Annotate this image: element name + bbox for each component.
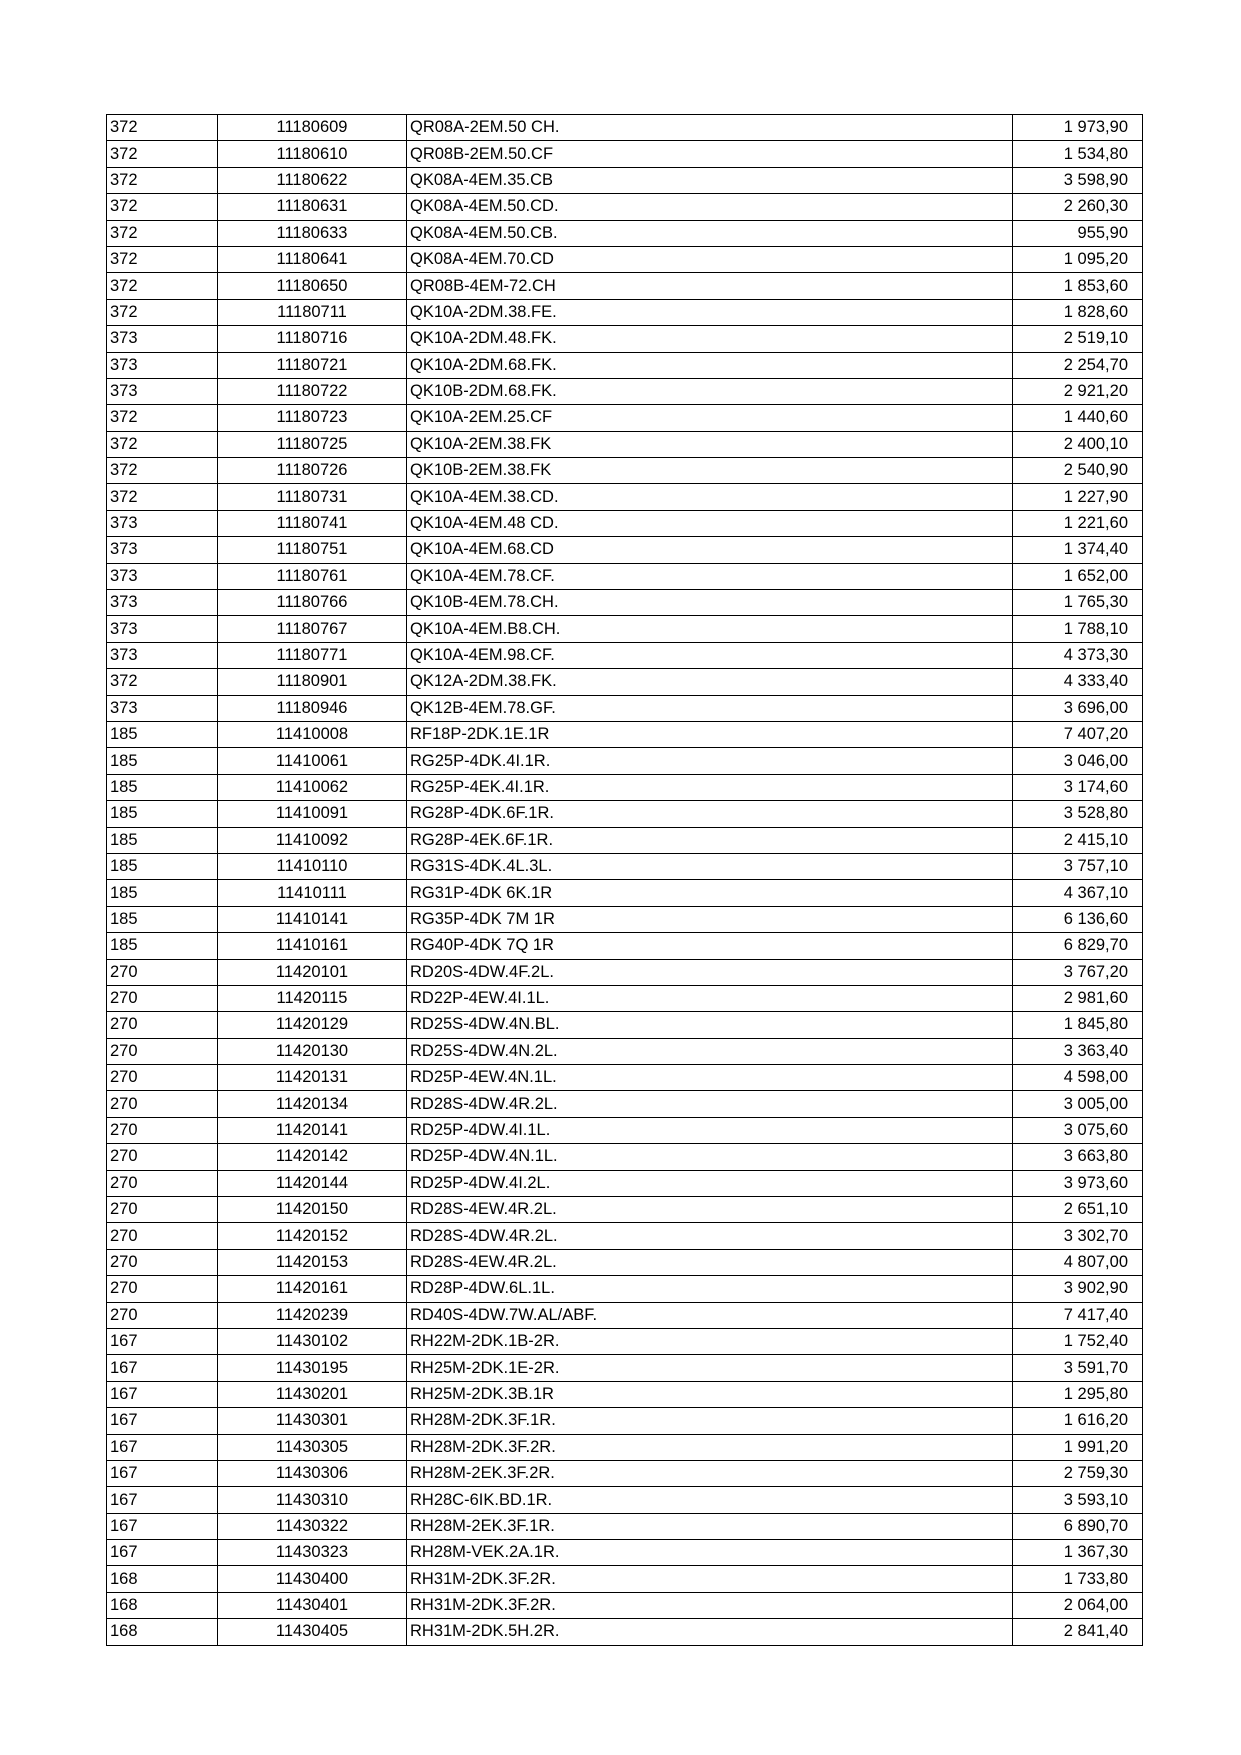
page-cell: 168 [107, 1619, 218, 1645]
article-code-cell: 11180722 [218, 378, 407, 404]
article-code-cell: 11430401 [218, 1592, 407, 1618]
page-cell: 373 [107, 326, 218, 352]
article-code-cell: 11180741 [218, 510, 407, 536]
table-row [107, 1170, 1143, 1196]
table-row [107, 1091, 1143, 1117]
article-code-cell: 11420131 [218, 1065, 407, 1091]
table-row [107, 1460, 1143, 1486]
description-cell: RH25M-2DK.1E-2R. [407, 1355, 1013, 1381]
article-code-cell: 11420101 [218, 959, 407, 985]
table-row [107, 141, 1143, 167]
description-cell: QK10A-2DM.68.FK. [407, 352, 1013, 378]
table-row [107, 880, 1143, 906]
table-row [107, 1540, 1143, 1566]
description-cell: QK10A-4EM.98.CF. [407, 642, 1013, 668]
article-code-cell: 11410008 [218, 721, 407, 747]
price-cell: 2 759,30 [1013, 1460, 1143, 1486]
price-cell: 3 767,20 [1013, 959, 1143, 985]
article-code-cell: 11180622 [218, 167, 407, 193]
price-cell: 1 752,40 [1013, 1328, 1143, 1354]
article-code-cell: 11180711 [218, 299, 407, 325]
table-row [107, 590, 1143, 616]
article-code-cell: 11410161 [218, 933, 407, 959]
price-table-body [107, 115, 1143, 1646]
page-cell: 373 [107, 642, 218, 668]
page-cell: 270 [107, 1223, 218, 1249]
description-cell: QK10A-4EM.78.CF. [407, 563, 1013, 589]
description-cell: RH28M-2EK.3F.2R. [407, 1460, 1013, 1486]
article-code-cell: 11420134 [218, 1091, 407, 1117]
description-cell: QK10A-4EM.48 CD. [407, 510, 1013, 536]
article-code-cell: 11430323 [218, 1540, 407, 1566]
price-cell: 1 652,00 [1013, 563, 1143, 589]
page-cell: 372 [107, 405, 218, 431]
page-cell: 372 [107, 167, 218, 193]
description-cell: RD28S-4EW.4R.2L. [407, 1197, 1013, 1223]
article-code-cell: 11430405 [218, 1619, 407, 1645]
table-row [107, 1355, 1143, 1381]
article-code-cell: 11180631 [218, 194, 407, 220]
table-row [107, 1249, 1143, 1275]
price-cell: 1 221,60 [1013, 510, 1143, 536]
description-cell: QR08A-2EM.50 CH. [407, 115, 1013, 141]
description-cell: QK10A-4EM.B8.CH. [407, 616, 1013, 642]
table-row [107, 484, 1143, 510]
page-cell: 167 [107, 1540, 218, 1566]
price-cell: 1 367,30 [1013, 1540, 1143, 1566]
table-row [107, 985, 1143, 1011]
table-row [107, 906, 1143, 932]
page-cell: 372 [107, 220, 218, 246]
page-cell: 372 [107, 669, 218, 695]
article-code-cell: 11430322 [218, 1513, 407, 1539]
description-cell: RD25P-4DW.4I.1L. [407, 1117, 1013, 1143]
page-cell: 270 [107, 1117, 218, 1143]
page-cell: 185 [107, 721, 218, 747]
price-cell: 4 367,10 [1013, 880, 1143, 906]
page-cell: 270 [107, 1276, 218, 1302]
description-cell: QK12A-2DM.38.FK. [407, 669, 1013, 695]
price-cell: 7 417,40 [1013, 1302, 1143, 1328]
table-row [107, 326, 1143, 352]
price-cell: 3 902,90 [1013, 1276, 1143, 1302]
price-cell: 3 591,70 [1013, 1355, 1143, 1381]
page-cell: 270 [107, 1091, 218, 1117]
description-cell: QK08A-4EM.70.CD [407, 246, 1013, 272]
description-cell: QK10B-4EM.78.CH. [407, 590, 1013, 616]
page-cell: 167 [107, 1460, 218, 1486]
description-cell: QK10A-4EM.38.CD. [407, 484, 1013, 510]
table-row [107, 378, 1143, 404]
price-cell: 6 890,70 [1013, 1513, 1143, 1539]
description-cell: RD25P-4DW.4I.2L. [407, 1170, 1013, 1196]
description-cell: QR08B-4EM-72.CH [407, 273, 1013, 299]
article-code-cell: 11180716 [218, 326, 407, 352]
page-cell: 270 [107, 1170, 218, 1196]
price-cell: 3 174,60 [1013, 774, 1143, 800]
article-code-cell: 11410141 [218, 906, 407, 932]
price-cell: 1 991,20 [1013, 1434, 1143, 1460]
description-cell: QK10A-2EM.38.FK [407, 431, 1013, 457]
price-cell: 1 788,10 [1013, 616, 1143, 642]
page-cell: 270 [107, 1197, 218, 1223]
table-row [107, 1276, 1143, 1302]
description-cell: RD25S-4DW.4N.2L. [407, 1038, 1013, 1064]
article-code-cell: 11420161 [218, 1276, 407, 1302]
table-row [107, 510, 1143, 536]
table-row [107, 1381, 1143, 1407]
price-cell: 3 046,00 [1013, 748, 1143, 774]
page-cell: 168 [107, 1592, 218, 1618]
description-cell: QK12B-4EM.78.GF. [407, 695, 1013, 721]
page-cell: 167 [107, 1381, 218, 1407]
page-cell: 185 [107, 827, 218, 853]
price-cell: 2 400,10 [1013, 431, 1143, 457]
table-row [107, 853, 1143, 879]
price-cell: 3 593,10 [1013, 1487, 1143, 1513]
description-cell: QK10A-4EM.68.CD [407, 537, 1013, 563]
description-cell: RH31M-2DK.3F.2R. [407, 1592, 1013, 1618]
price-cell: 6 136,60 [1013, 906, 1143, 932]
table-row [107, 563, 1143, 589]
table-row [107, 1513, 1143, 1539]
table-row [107, 537, 1143, 563]
article-code-cell: 11180650 [218, 273, 407, 299]
page-cell: 185 [107, 880, 218, 906]
article-code-cell: 11430400 [218, 1566, 407, 1592]
article-code-cell: 11430306 [218, 1460, 407, 1486]
price-cell: 2 651,10 [1013, 1197, 1143, 1223]
description-cell: RH31M-2DK.5H.2R. [407, 1619, 1013, 1645]
article-code-cell: 11430301 [218, 1408, 407, 1434]
article-code-cell: 11420115 [218, 985, 407, 1011]
page-cell: 372 [107, 246, 218, 272]
page-cell: 372 [107, 458, 218, 484]
price-cell: 4 807,00 [1013, 1249, 1143, 1275]
price-cell: 1 095,20 [1013, 246, 1143, 272]
price-cell: 4 373,30 [1013, 642, 1143, 668]
article-code-cell: 11410110 [218, 853, 407, 879]
price-cell: 1 828,60 [1013, 299, 1143, 325]
price-table [106, 114, 1143, 1646]
article-code-cell: 11180633 [218, 220, 407, 246]
description-cell: RH25M-2DK.3B.1R [407, 1381, 1013, 1407]
article-code-cell: 11180731 [218, 484, 407, 510]
price-cell: 1 765,30 [1013, 590, 1143, 616]
price-cell: 4 598,00 [1013, 1065, 1143, 1091]
table-row [107, 1144, 1143, 1170]
page-cell: 270 [107, 1249, 218, 1275]
article-code-cell: 11430310 [218, 1487, 407, 1513]
article-code-cell: 11420153 [218, 1249, 407, 1275]
description-cell: RG31S-4DK.4L.3L. [407, 853, 1013, 879]
description-cell: RG31P-4DK 6K.1R [407, 880, 1013, 906]
article-code-cell: 11420141 [218, 1117, 407, 1143]
description-cell: RD20S-4DW.4F.2L. [407, 959, 1013, 985]
description-cell: RG40P-4DK 7Q 1R [407, 933, 1013, 959]
price-cell: 6 829,70 [1013, 933, 1143, 959]
table-row [107, 642, 1143, 668]
table-row [107, 115, 1143, 141]
table-row [107, 1223, 1143, 1249]
description-cell: RH31M-2DK.3F.2R. [407, 1566, 1013, 1592]
description-cell: QK10A-2DM.48.FK. [407, 326, 1013, 352]
page-cell: 373 [107, 537, 218, 563]
page-cell: 185 [107, 774, 218, 800]
description-cell: QK10B-2EM.38.FK [407, 458, 1013, 484]
article-code-cell: 11180609 [218, 115, 407, 141]
table-row [107, 1408, 1143, 1434]
price-cell: 1 295,80 [1013, 1381, 1143, 1407]
page-cell: 373 [107, 590, 218, 616]
page-cell: 373 [107, 695, 218, 721]
page-cell: 185 [107, 853, 218, 879]
table-row [107, 1619, 1143, 1645]
table-row [107, 1328, 1143, 1354]
price-cell: 3 598,90 [1013, 167, 1143, 193]
price-cell: 2 981,60 [1013, 985, 1143, 1011]
table-row [107, 1065, 1143, 1091]
page-cell: 167 [107, 1355, 218, 1381]
article-code-cell: 11420142 [218, 1144, 407, 1170]
table-row [107, 748, 1143, 774]
price-cell: 7 407,20 [1013, 721, 1143, 747]
table-row [107, 1592, 1143, 1618]
article-code-cell: 11180725 [218, 431, 407, 457]
page-cell: 168 [107, 1566, 218, 1592]
article-code-cell: 11180901 [218, 669, 407, 695]
article-code-cell: 11180761 [218, 563, 407, 589]
article-code-cell: 11420152 [218, 1223, 407, 1249]
price-cell: 2 841,40 [1013, 1619, 1143, 1645]
article-code-cell: 11180721 [218, 352, 407, 378]
table-row [107, 352, 1143, 378]
page-cell: 270 [107, 1038, 218, 1064]
page-cell: 373 [107, 616, 218, 642]
price-cell: 2 921,20 [1013, 378, 1143, 404]
page-cell: 167 [107, 1487, 218, 1513]
table-row [107, 1197, 1143, 1223]
table-row [107, 246, 1143, 272]
price-cell: 3 663,80 [1013, 1144, 1143, 1170]
description-cell: QK08A-4EM.35.CB [407, 167, 1013, 193]
price-cell: 2 540,90 [1013, 458, 1143, 484]
table-row [107, 669, 1143, 695]
page-cell: 185 [107, 906, 218, 932]
page-cell: 373 [107, 510, 218, 536]
table-row [107, 273, 1143, 299]
price-cell: 1 733,80 [1013, 1566, 1143, 1592]
price-cell: 1 227,90 [1013, 484, 1143, 510]
table-row [107, 616, 1143, 642]
price-cell: 3 302,70 [1013, 1223, 1143, 1249]
table-row [107, 299, 1143, 325]
table-row [107, 167, 1143, 193]
page-cell: 185 [107, 933, 218, 959]
article-code-cell: 11430201 [218, 1381, 407, 1407]
description-cell: RG28P-4EK.6F.1R. [407, 827, 1013, 853]
description-cell: QK10B-2DM.68.FK. [407, 378, 1013, 404]
table-row [107, 431, 1143, 457]
price-cell: 2 415,10 [1013, 827, 1143, 853]
page-cell: 372 [107, 431, 218, 457]
article-code-cell: 11420130 [218, 1038, 407, 1064]
description-cell: RG35P-4DK 7M 1R [407, 906, 1013, 932]
table-row [107, 1012, 1143, 1038]
article-code-cell: 11180723 [218, 405, 407, 431]
article-code-cell: 11180767 [218, 616, 407, 642]
article-code-cell: 11180726 [218, 458, 407, 484]
description-cell: RD40S-4DW.7W.AL/ABF. [407, 1302, 1013, 1328]
description-cell: RG28P-4DK.6F.1R. [407, 801, 1013, 827]
page-cell: 372 [107, 141, 218, 167]
price-cell: 3 005,00 [1013, 1091, 1143, 1117]
article-code-cell: 11180771 [218, 642, 407, 668]
description-cell: RH28M-2EK.3F.1R. [407, 1513, 1013, 1539]
table-row [107, 933, 1143, 959]
table-row [107, 220, 1143, 246]
description-cell: RH28C-6IK.BD.1R. [407, 1487, 1013, 1513]
table-row [107, 1117, 1143, 1143]
article-code-cell: 11410091 [218, 801, 407, 827]
description-cell: RD28S-4DW.4R.2L. [407, 1091, 1013, 1117]
page-cell: 270 [107, 985, 218, 1011]
page-cell: 270 [107, 1012, 218, 1038]
price-cell: 3 973,60 [1013, 1170, 1143, 1196]
description-cell: QK10A-2DM.38.FE. [407, 299, 1013, 325]
description-cell: RD22P-4EW.4I.1L. [407, 985, 1013, 1011]
article-code-cell: 11430195 [218, 1355, 407, 1381]
description-cell: QK08A-4EM.50.CB. [407, 220, 1013, 246]
article-code-cell: 11420144 [218, 1170, 407, 1196]
page-cell: 372 [107, 273, 218, 299]
article-code-cell: 11410061 [218, 748, 407, 774]
page-cell: 372 [107, 115, 218, 141]
article-code-cell: 11420239 [218, 1302, 407, 1328]
description-cell: RH28M-2DK.3F.2R. [407, 1434, 1013, 1460]
price-cell: 1 440,60 [1013, 405, 1143, 431]
page-cell: 270 [107, 1065, 218, 1091]
description-cell: QK10A-2EM.25.CF [407, 405, 1013, 431]
description-cell: RD25P-4DW.4N.1L. [407, 1144, 1013, 1170]
article-code-cell: 11180751 [218, 537, 407, 563]
price-cell: 1 973,90 [1013, 115, 1143, 141]
description-cell: RD28S-4DW.4R.2L. [407, 1223, 1013, 1249]
page-cell: 270 [107, 959, 218, 985]
price-cell: 1 374,40 [1013, 537, 1143, 563]
price-cell: 3 696,00 [1013, 695, 1143, 721]
table-row [107, 194, 1143, 220]
page-cell: 373 [107, 563, 218, 589]
table-row [107, 1566, 1143, 1592]
description-cell: RH22M-2DK.1B-2R. [407, 1328, 1013, 1354]
table-row [107, 801, 1143, 827]
description-cell: RF18P-2DK.1E.1R [407, 721, 1013, 747]
page-cell: 167 [107, 1328, 218, 1354]
description-cell: QK08A-4EM.50.CD. [407, 194, 1013, 220]
price-cell: 3 363,40 [1013, 1038, 1143, 1064]
description-cell: RD28P-4DW.6L.1L. [407, 1276, 1013, 1302]
description-cell: RD25S-4DW.4N.BL. [407, 1012, 1013, 1038]
price-cell: 955,90 [1013, 220, 1143, 246]
article-code-cell: 11180610 [218, 141, 407, 167]
page-cell: 372 [107, 484, 218, 510]
price-cell: 1 845,80 [1013, 1012, 1143, 1038]
description-cell: RG25P-4DK.4I.1R. [407, 748, 1013, 774]
table-row [107, 774, 1143, 800]
article-code-cell: 11430305 [218, 1434, 407, 1460]
table-row [107, 405, 1143, 431]
page-cell: 270 [107, 1144, 218, 1170]
price-cell: 4 333,40 [1013, 669, 1143, 695]
article-code-cell: 11410062 [218, 774, 407, 800]
table-row [107, 1302, 1143, 1328]
page-cell: 270 [107, 1302, 218, 1328]
price-cell: 1 534,80 [1013, 141, 1143, 167]
table-row [107, 827, 1143, 853]
article-code-cell: 11180946 [218, 695, 407, 721]
price-cell: 2 519,10 [1013, 326, 1143, 352]
table-row [107, 1038, 1143, 1064]
page-cell: 167 [107, 1408, 218, 1434]
table-row [107, 1434, 1143, 1460]
page-cell: 167 [107, 1434, 218, 1460]
article-code-cell: 11180766 [218, 590, 407, 616]
price-cell: 2 254,70 [1013, 352, 1143, 378]
table-row [107, 721, 1143, 747]
price-cell: 1 616,20 [1013, 1408, 1143, 1434]
page-cell: 185 [107, 801, 218, 827]
price-cell: 1 853,60 [1013, 273, 1143, 299]
description-cell: RH28M-VEK.2A.1R. [407, 1540, 1013, 1566]
table-row [107, 959, 1143, 985]
table-row [107, 695, 1143, 721]
page-cell: 373 [107, 378, 218, 404]
table-row [107, 1487, 1143, 1513]
table-row [107, 458, 1143, 484]
article-code-cell: 11180641 [218, 246, 407, 272]
article-code-cell: 11420129 [218, 1012, 407, 1038]
page-cell: 167 [107, 1513, 218, 1539]
page-cell: 373 [107, 352, 218, 378]
article-code-cell: 11420150 [218, 1197, 407, 1223]
article-code-cell: 11410111 [218, 880, 407, 906]
article-code-cell: 11410092 [218, 827, 407, 853]
page-cell: 372 [107, 299, 218, 325]
description-cell: RD25P-4EW.4N.1L. [407, 1065, 1013, 1091]
description-cell: RG25P-4EK.4I.1R. [407, 774, 1013, 800]
page-cell: 185 [107, 748, 218, 774]
description-cell: RH28M-2DK.3F.1R. [407, 1408, 1013, 1434]
article-code-cell: 11430102 [218, 1328, 407, 1354]
page-cell: 372 [107, 194, 218, 220]
description-cell: RD28S-4EW.4R.2L. [407, 1249, 1013, 1275]
price-cell: 3 757,10 [1013, 853, 1143, 879]
description-cell: QR08B-2EM.50.CF [407, 141, 1013, 167]
price-cell: 2 064,00 [1013, 1592, 1143, 1618]
price-cell: 3 528,80 [1013, 801, 1143, 827]
price-cell: 2 260,30 [1013, 194, 1143, 220]
price-cell: 3 075,60 [1013, 1117, 1143, 1143]
